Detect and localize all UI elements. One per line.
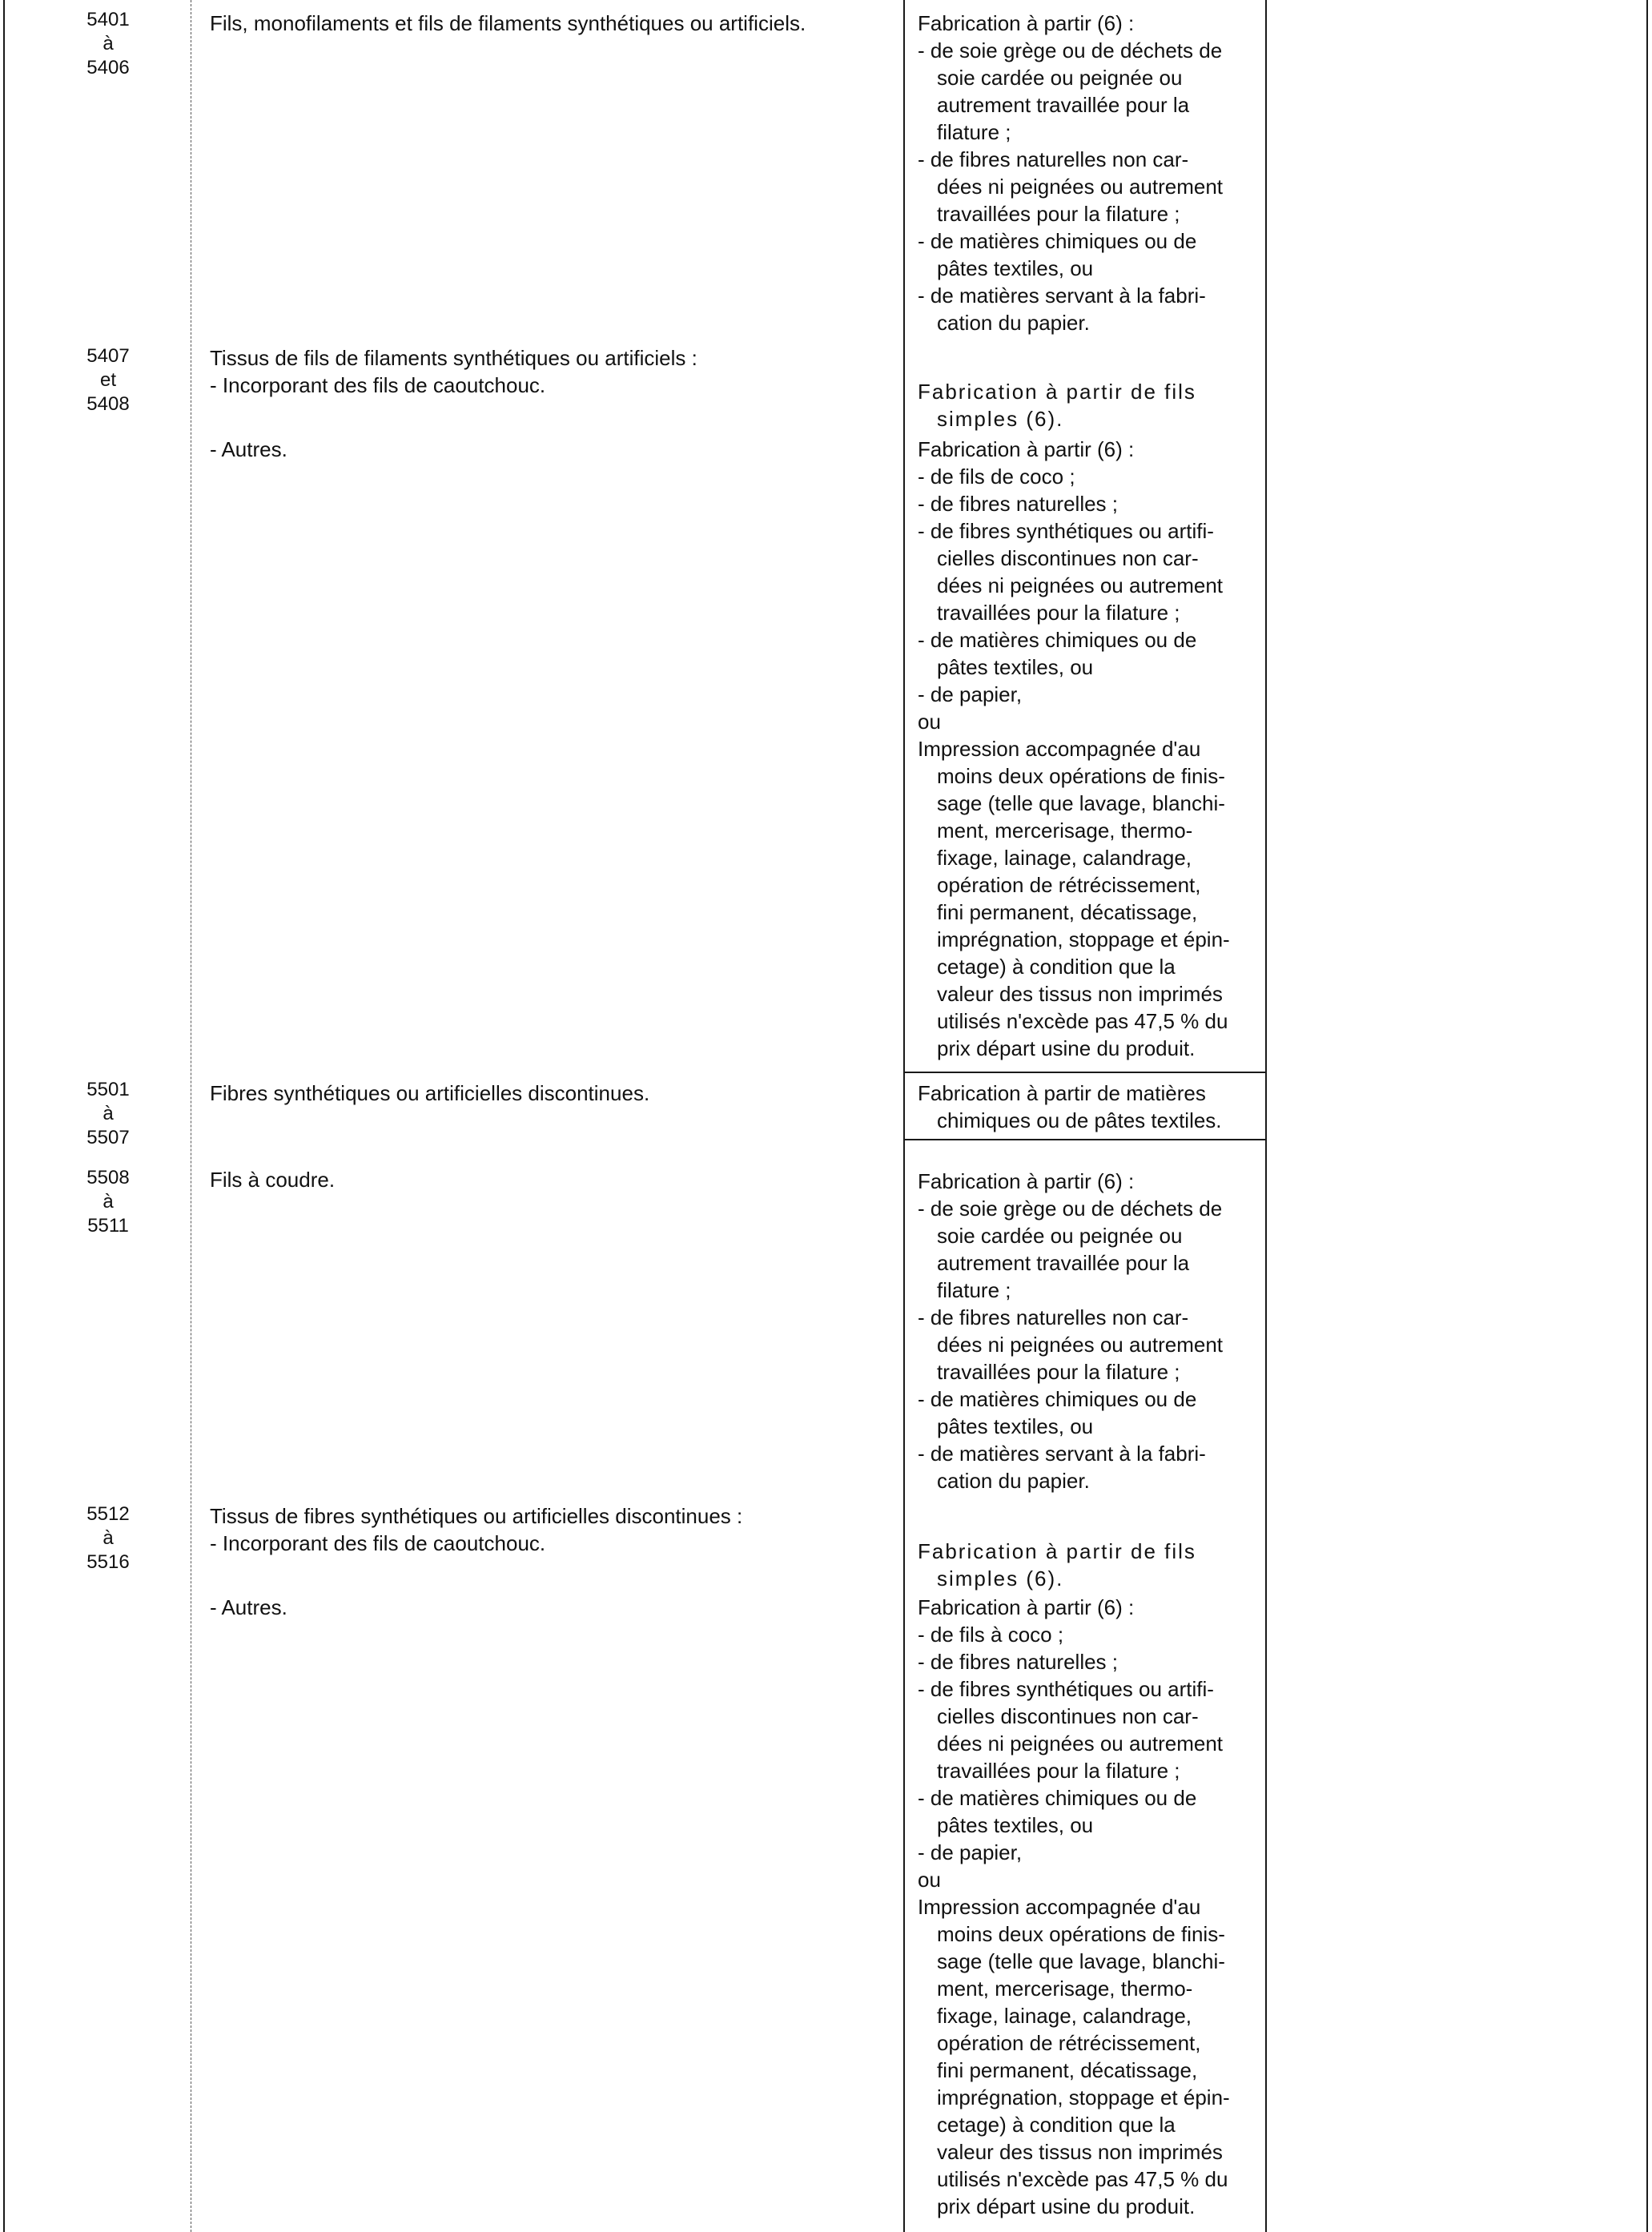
rule-line: Impression accompagnée d'au	[918, 1895, 1201, 1919]
rule-line: cielles discontinues non car-	[937, 1704, 1199, 1728]
origin-rule	[918, 1538, 1254, 1592]
product-description: Tissus de fibres synthétiques ou artificielles discontinues :	[210, 1504, 743, 1528]
rule-line: dées ni peignées ou autrement	[937, 175, 1224, 199]
rule-line: Fabrication à partir (6) :	[918, 1169, 1135, 1193]
rule-line: simples (6).	[937, 1566, 1064, 1591]
rule-line: moins deux opérations de finis-	[937, 764, 1225, 788]
rule-line: simples (6).	[937, 407, 1064, 431]
rule-line: dées ni peignées ou autrement	[937, 573, 1224, 597]
rule-line: travaillées pour la filature ;	[937, 1759, 1180, 1783]
product-description: Tissus de fils de filaments synthétiques ou artificiels :	[210, 346, 697, 370]
rule-line: filature ;	[937, 120, 1011, 144]
product-subitem: - Autres.	[210, 437, 287, 461]
rule-line: Fabrication à partir de fils	[918, 1539, 1196, 1563]
rule-line: fini permanent, décatissage,	[937, 900, 1198, 924]
origin-rule	[918, 1594, 1254, 2220]
rule-line: Fabrication à partir de matières	[918, 1081, 1206, 1105]
rule-line: sage (telle que lavage, blanchi-	[937, 791, 1225, 815]
rule-line: - de matières chimiques ou de	[918, 628, 1197, 652]
rule-line: autrement travaillée pour la	[937, 93, 1190, 117]
rule-line: - de fils à coco ;	[918, 1623, 1064, 1647]
origin-rule	[918, 436, 1254, 1062]
rule-line: cielles discontinues non car-	[937, 546, 1199, 570]
rule-line: Fabrication à partir de fils	[918, 380, 1196, 404]
rule-line: prix départ usine du produit.	[937, 2194, 1196, 2218]
origin-rule	[918, 1168, 1254, 1494]
rule-line: valeur des tissus non imprimés	[937, 2140, 1223, 2164]
rule-line: - de fibres naturelles ;	[918, 1650, 1119, 1674]
rule-line: fixage, lainage, calandrage,	[937, 846, 1192, 870]
rule-line: filature ;	[937, 1278, 1011, 1302]
origin-rule	[918, 378, 1254, 432]
table-right-border	[1646, 0, 1648, 2232]
heading-code: 5407 et 5408	[86, 345, 130, 415]
rule-line: imprégnation, stoppage et épin-	[937, 2085, 1230, 2109]
rule-line: utilisés n'excède pas 47,5 % du	[937, 1009, 1228, 1033]
product-description: Fibres synthétiques ou artificielles discontinues.	[210, 1081, 650, 1105]
rule-line: prix départ usine du produit.	[937, 1036, 1196, 1060]
rule-line: valeur des tissus non imprimés	[937, 982, 1223, 1006]
rule-line: ment, mercerisage, thermo-	[937, 1977, 1193, 2001]
rule-line: chimiques ou de pâtes textiles.	[937, 1108, 1222, 1132]
rule-line: cation du papier.	[937, 1469, 1090, 1493]
rule-line: utilisés n'excède pas 47,5 % du	[937, 2167, 1228, 2191]
row-separator	[903, 1072, 1265, 1073]
rule-line: imprégnation, stoppage et épin-	[937, 927, 1230, 951]
rule-line: soie cardée ou peignée ou	[937, 66, 1183, 90]
rule-line: pâtes textiles, ou	[937, 1813, 1094, 1837]
rule-line: - de fibres synthétiques ou artifi-	[918, 1677, 1214, 1701]
rule-line: - de matières chimiques ou de	[918, 1786, 1197, 1810]
rule-line: Fabrication à partir (6) :	[918, 11, 1135, 35]
product-description: Fils à coudre.	[210, 1168, 336, 1192]
heading-code: 5512 à 5516	[86, 1503, 130, 1573]
product-subitem: - Autres.	[210, 1595, 287, 1619]
rule-line: dées ni peignées ou autrement	[937, 1731, 1224, 1755]
rule-line: ment, mercerisage, thermo-	[937, 818, 1193, 843]
rule-line: - de soie grège ou de déchets de	[918, 1196, 1223, 1221]
rule-line: dées ni peignées ou autrement	[937, 1333, 1224, 1357]
rule-line: fixage, lainage, calandrage,	[937, 2004, 1192, 2028]
rule-line: travaillées pour la filature ;	[937, 202, 1180, 226]
rule-line: Impression accompagnée d'au	[918, 737, 1201, 761]
rule-line: - de fibres naturelles non car-	[918, 147, 1189, 171]
rule-line: opération de rétrécissement,	[937, 2031, 1201, 2055]
heading-code: 5508 à 5511	[86, 1167, 130, 1237]
rule-line: - de matières servant à la fabri-	[918, 284, 1206, 308]
rule-line: soie cardée ou peignée ou	[937, 1224, 1183, 1248]
rule-line: cetage) à condition que la	[937, 2113, 1176, 2137]
column-divider-rule-left	[903, 0, 905, 2232]
rule-line: autrement travaillée pour la	[937, 1251, 1190, 1275]
rule-line: - de matières chimiques ou de	[918, 1387, 1197, 1411]
rule-line: - de fibres synthétiques ou artifi-	[918, 519, 1214, 543]
product-description: Fils, monofilaments et fils de filaments synthétiques ou artificiels.	[210, 11, 806, 35]
rule-line: - de papier,	[918, 1840, 1023, 1864]
rule-line: - de soie grège ou de déchets de	[918, 38, 1223, 62]
rule-line: - de matières servant à la fabri-	[918, 1442, 1206, 1466]
rule-line: pâtes textiles, ou	[937, 655, 1094, 679]
rule-line: travaillées pour la filature ;	[937, 601, 1180, 625]
product-subitem: - Incorporant des fils de caoutchouc.	[210, 1531, 546, 1555]
heading-code: 5501 à 5507	[86, 1079, 130, 1148]
rule-line: sage (telle que lavage, blanchi-	[937, 1949, 1225, 1973]
rule-line: ou	[918, 710, 941, 734]
origin-rule	[918, 1080, 1254, 1134]
rule-line: cetage) à condition que la	[937, 955, 1176, 979]
origin-rule	[918, 10, 1254, 336]
rule-line: - de fibres naturelles non car-	[918, 1305, 1189, 1329]
rule-line: travaillées pour la filature ;	[937, 1360, 1180, 1384]
rule-line: - de matières chimiques ou de	[918, 229, 1197, 253]
rule-line: - de papier,	[918, 682, 1023, 706]
rule-line: Fabrication à partir (6) :	[918, 437, 1135, 461]
product-subitem: - Incorporant des fils de caoutchouc.	[210, 373, 546, 397]
rule-line: pâtes textiles, ou	[937, 256, 1094, 280]
rule-line: ou	[918, 1868, 941, 1892]
rule-line: - de fibres naturelles ;	[918, 492, 1119, 516]
rule-line: pâtes textiles, ou	[937, 1414, 1094, 1438]
rule-line: Fabrication à partir (6) :	[918, 1595, 1135, 1619]
column-divider-rule-right	[1265, 0, 1267, 2232]
rule-line: moins deux opérations de finis-	[937, 1922, 1225, 1946]
rule-line: cation du papier.	[937, 311, 1090, 335]
row-separator	[903, 1139, 1265, 1140]
rule-line: fini permanent, décatissage,	[937, 2058, 1198, 2082]
rule-line: - de fils de coco ;	[918, 464, 1075, 489]
heading-code: 5401 à 5406	[86, 9, 130, 78]
rule-line: opération de rétrécissement,	[937, 873, 1201, 897]
table-left-border	[3, 0, 5, 2232]
